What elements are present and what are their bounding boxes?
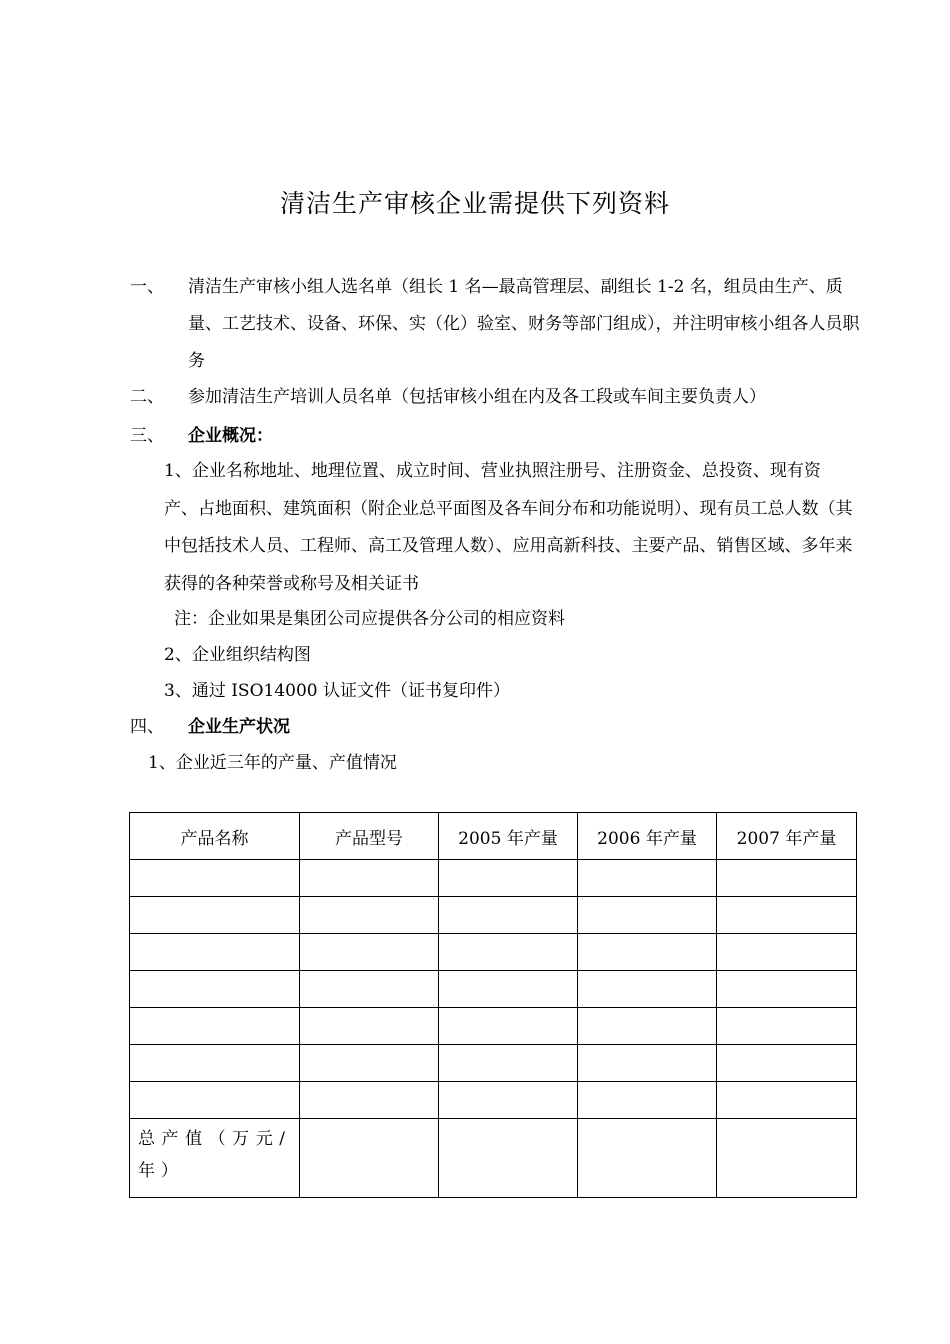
production-table [129,812,857,1198]
table-cell[interactable] [130,1008,300,1045]
header-output-2006: 2006 年产量 [578,813,717,860]
table-cell[interactable] [578,860,717,897]
table-cell[interactable] [578,971,717,1008]
section-3-note: 注：企业如果是集团公司应提供各分公司的相应资料 [174,609,565,629]
table-cell[interactable] [130,1045,300,1082]
table-row [130,971,857,1008]
table-cell[interactable] [717,897,857,934]
table-cell[interactable] [578,1082,717,1119]
section-3-number: 三、 [130,426,164,446]
table-cell[interactable] [717,1119,857,1198]
header-product-name: 产品名称 [130,813,300,860]
section-3-heading: 企业概况： [188,426,273,446]
table-cell[interactable] [300,1119,439,1198]
section-3-item-1: 1、企业名称地址、地理位置、成立时间、营业执照注册号、注册资金、总投资、现有资产、占地面积、建筑面积（附企业总平面图及各车间分布和功能说明）、现有员工总人数（其中包括技术人员、工程师、高工及管理人数）、应用高新科技、主要产品、销售区域、多年来获得的各种荣誉或称号及相关证书 [164,461,853,594]
table-cell[interactable] [439,860,578,897]
table-cell[interactable] [717,1082,857,1119]
table-cell[interactable] [717,860,857,897]
section-4-item-1: 1、企业近三年的产量、产值情况 [148,753,397,773]
page-title: 清洁生产审核企业需提供下列资料 [279,189,670,218]
table-cell[interactable] [300,897,439,934]
table-cell[interactable] [300,1008,439,1045]
table-row [130,934,857,971]
section-3 [130,418,188,454]
section-4-heading: 企业生产状况 [188,717,290,737]
table-row [130,1082,857,1119]
table-cell[interactable] [578,1119,717,1198]
section-2-number: 二、 [130,387,164,407]
table-row [130,860,857,897]
section-1 [130,269,188,305]
table-cell[interactable] [130,860,300,897]
table-cell[interactable] [300,1045,439,1082]
table-cell[interactable] [300,860,439,897]
table-cell[interactable] [130,1082,300,1119]
section-2 [130,379,188,415]
section-2-text: 参加清洁生产培训人员名单（包括审核小组在内及各工段或车间主要负责人） [188,387,766,407]
section-1-text: 清洁生产审核小组人选名单（组长 1 名—最高管理层、副组长 1-2 名，组员由生产、质量、工艺技术、设备、环保、实（化）验室、财务等部门组成），并注明审核小组各人员职务 [188,277,860,371]
header-output-2005: 2005 年产量 [439,813,578,860]
table-row [130,897,857,934]
table-cell[interactable] [130,971,300,1008]
total-output-value-label: 总产值（万元/年） [130,1119,300,1198]
table-cell[interactable] [439,1119,578,1198]
table-cell[interactable] [439,1045,578,1082]
table-cell[interactable] [439,1082,578,1119]
section-1-number: 一、 [130,277,164,297]
table-cell[interactable] [578,934,717,971]
table-cell[interactable] [578,897,717,934]
table-cell[interactable] [300,934,439,971]
table-cell[interactable] [439,897,578,934]
table-cell[interactable] [439,971,578,1008]
table-cell[interactable] [717,934,857,971]
header-output-2007: 2007 年产量 [717,813,857,860]
table-cell[interactable] [130,897,300,934]
header-product-model: 产品型号 [300,813,439,860]
table-cell[interactable] [130,934,300,971]
table-cell[interactable] [717,971,857,1008]
table-total-row [130,1119,857,1198]
table-cell[interactable] [578,1045,717,1082]
table-cell[interactable] [439,934,578,971]
section-3-item-2: 2、企业组织结构图 [164,645,311,665]
table-cell[interactable] [300,1082,439,1119]
table-cell[interactable] [717,1008,857,1045]
table-cell[interactable] [717,1045,857,1082]
table-row [130,1008,857,1045]
table-cell[interactable] [578,1008,717,1045]
table-cell[interactable] [439,1008,578,1045]
section-4-number: 四、 [130,717,164,737]
table-cell[interactable] [300,971,439,1008]
table-row [130,1045,857,1082]
section-4 [130,709,188,745]
table-header-row [130,813,857,860]
section-3-item-3: 3、通过 ISO14000 认证文件（证书复印件） [164,681,511,701]
